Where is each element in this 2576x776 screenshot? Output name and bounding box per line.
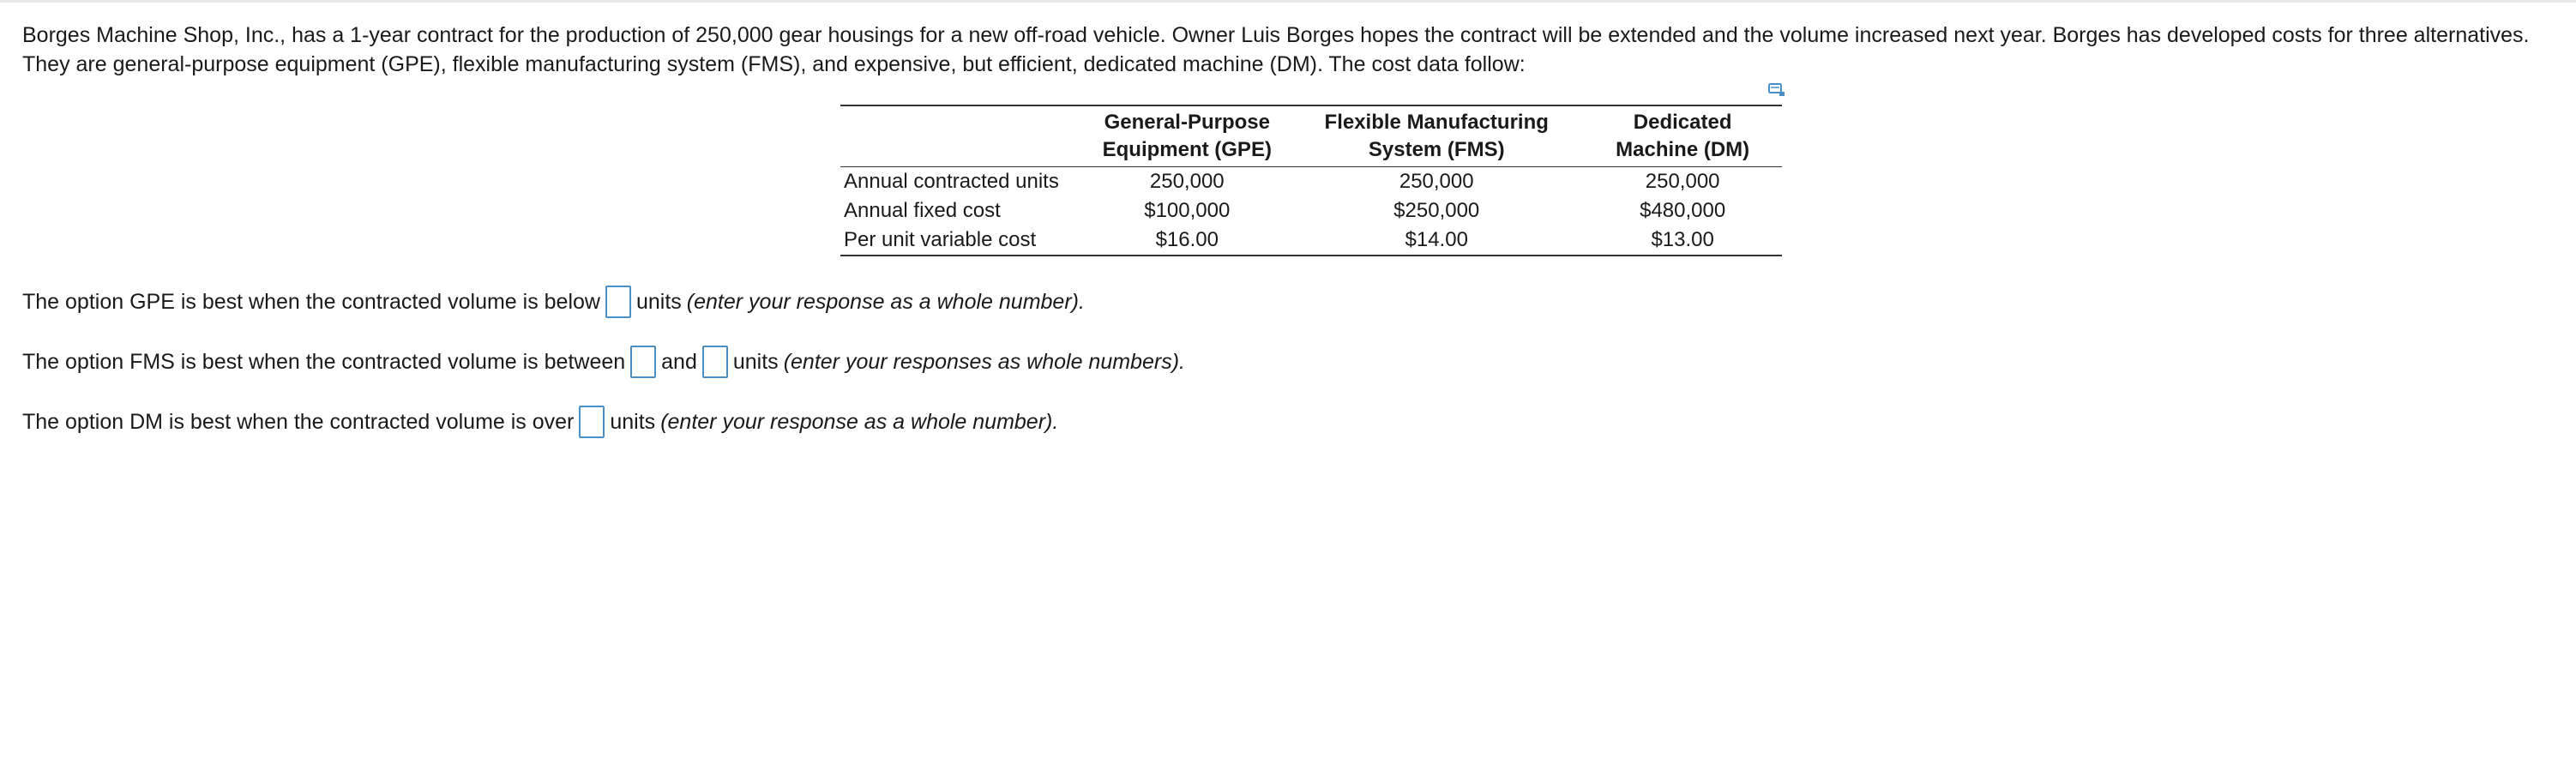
dm-over-input[interactable] (579, 406, 605, 438)
question-dm (22, 403, 1058, 441)
top-divider (0, 0, 2576, 3)
row-label: Annual fixed cost (844, 199, 1001, 222)
cell-dm: $480,000 (1640, 199, 1726, 222)
question-fms-suffix: units (732, 350, 779, 374)
cell-fms: 250,000 (1399, 170, 1474, 193)
header-blank (840, 105, 1084, 167)
row-label: Annual contracted units (844, 170, 1059, 193)
question-dm-prefix: The option DM is best when the contracted volume is over (22, 410, 575, 434)
cell-dm: $13.00 (1651, 228, 1714, 251)
question-fms-prefix: The option FMS is best when the contracted volume is between (22, 350, 626, 374)
table-row (840, 167, 1782, 197)
header-dm-line2: Machine (DM) (1616, 138, 1750, 161)
question-fms (22, 343, 1185, 381)
gpe-below-input[interactable] (605, 286, 631, 318)
fms-lower-input[interactable] (630, 346, 656, 378)
header-gpe-line2: Equipment (GPE) (1102, 138, 1272, 161)
cell-fms: $14.00 (1405, 228, 1468, 251)
question-dm-hint: (enter your response as a whole number). (660, 410, 1059, 434)
question-dm-suffix: units (610, 410, 656, 434)
header-gpe (1084, 105, 1290, 167)
header-dm (1583, 105, 1782, 167)
table-row (840, 226, 1782, 256)
problem-statement: Borges Machine Shop, Inc., has a 1-year contract for the production of 250,000 gear housings for a new off-road vehicle. Owner Luis Borges hopes the contract will be extended and the volume increased next year. Borges has developed costs for three alternatives. They are general-purpose equipment (GPE), flexible manufacturing system (FMS), and expensive, but efficient, dedicated machine (DM). The cost data follow: (22, 23, 2530, 76)
cost-data-table (840, 105, 1782, 256)
cell-gpe: 250,000 (1149, 170, 1225, 193)
fms-upper-input[interactable] (702, 346, 728, 378)
question-gpe (22, 283, 1085, 321)
question-fms-connector: and (661, 350, 697, 374)
question-gpe-suffix: units (635, 290, 682, 314)
header-fms-line2: System (FMS) (1368, 138, 1505, 161)
header-fms (1290, 105, 1583, 167)
table-header-row (840, 105, 1782, 167)
question-gpe-prefix: The option GPE is best when the contracted volume is below (22, 290, 600, 314)
header-gpe-line1: General-Purpose (1104, 111, 1270, 134)
cell-gpe: $16.00 (1155, 228, 1219, 251)
row-label: Per unit variable cost (844, 228, 1037, 251)
cell-dm: 250,000 (1645, 170, 1720, 193)
expand-table-icon[interactable] (1768, 83, 1785, 97)
header-fms-line1: Flexible Manufacturing (1324, 111, 1549, 134)
question-gpe-hint: (enter your response as a whole number). (686, 290, 1085, 314)
question-fms-hint: (enter your responses as whole numbers). (783, 350, 1185, 374)
header-dm-line1: Dedicated (1633, 111, 1732, 134)
table-row (840, 196, 1782, 226)
cell-fms: $250,000 (1393, 199, 1480, 222)
cell-gpe: $100,000 (1144, 199, 1231, 222)
